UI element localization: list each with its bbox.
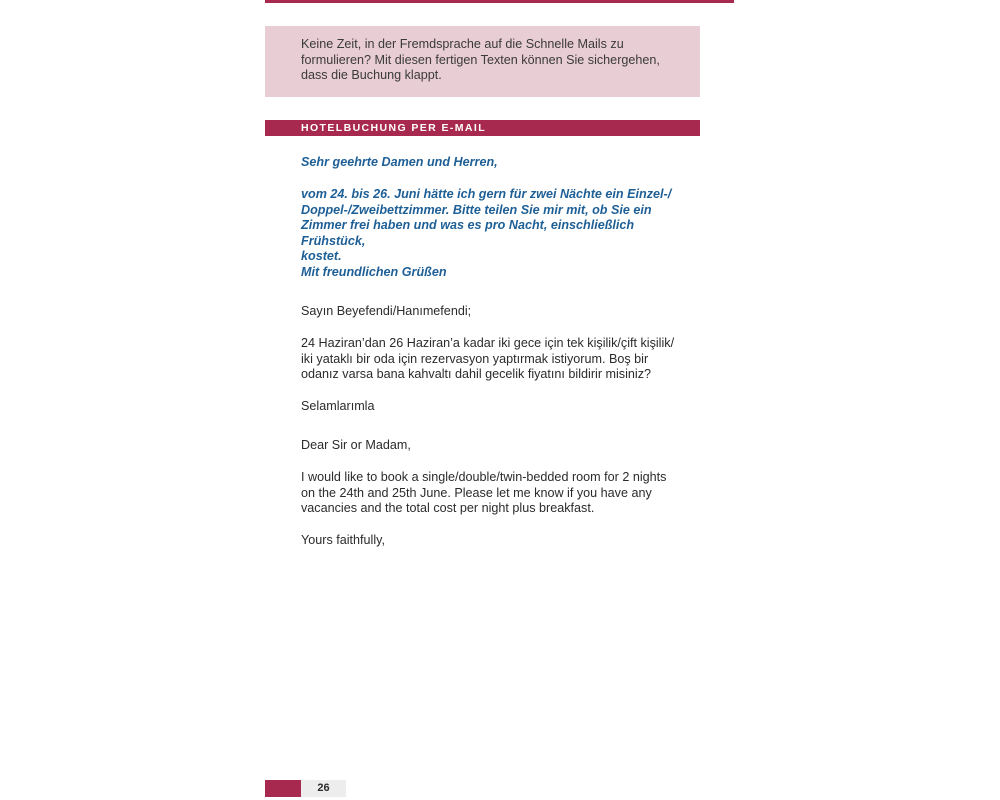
- intro-box: [265, 26, 700, 97]
- german-salutation: Sehr geehrte Damen und Herren,: [301, 155, 498, 169]
- german-body-line: Zimmer frei haben und was es pro Nacht, einschließlich Frühstück,: [301, 218, 635, 248]
- intro-text: Keine Zeit, in der Fremdsprache auf die Schnelle Mails zu formulieren? Mit diesen fertigen Texten können Sie sichergehen, dass die Buchung klappt.: [301, 37, 660, 83]
- german-body-line: kostet.: [301, 249, 342, 264]
- section-title: HOTELBUCHUNG PER E-MAIL: [301, 122, 487, 134]
- turkish-body-line: iki yataklı bir oda için rezervasyon yaptırmak istiyorum. Boş bir: [301, 351, 649, 366]
- turkish-salutation: Sayın Beyefendi/Hanımefendi;: [301, 304, 472, 318]
- top-accent-rule: [265, 0, 734, 3]
- turkish-body-line: odanız varsa bana kahvaltı dahil gecelik fiyatını bildirir misiniz?: [301, 367, 651, 382]
- turkish-body-line: 24 Haziran’dan 26 Haziran’a kadar iki gece için tek kişilik/çift kişilik/: [301, 336, 675, 350]
- page-tab-marker: [265, 780, 301, 797]
- turkish-body: [301, 336, 691, 383]
- english-salutation: Dear Sir or Madam,: [301, 438, 411, 452]
- section-header-bar: [265, 120, 700, 136]
- turkish-closing: Selamlarımla: [301, 399, 375, 413]
- german-body-line: Doppel-/Zweibettzimmer. Bitte teilen Sie mir mit, ob Sie ein: [301, 202, 652, 217]
- english-body-line: on the 24th and 25th June. Please let me know if you have any: [301, 485, 652, 500]
- english-body-line: vacancies and the total cost per night plus breakfast.: [301, 501, 595, 516]
- german-body-line: vom 24. bis 26. Juni hätte ich gern für zwei Nächte ein Einzel-/: [301, 187, 672, 201]
- german-body: [301, 187, 691, 265]
- english-closing: Yours faithfully,: [301, 533, 386, 547]
- german-closing: Mit freundlichen Grüßen: [301, 265, 447, 279]
- page-number: 26: [301, 780, 346, 797]
- english-body-line: I would like to book a single/double/twin-bedded room for 2 nights: [301, 470, 667, 484]
- english-body: [301, 470, 691, 517]
